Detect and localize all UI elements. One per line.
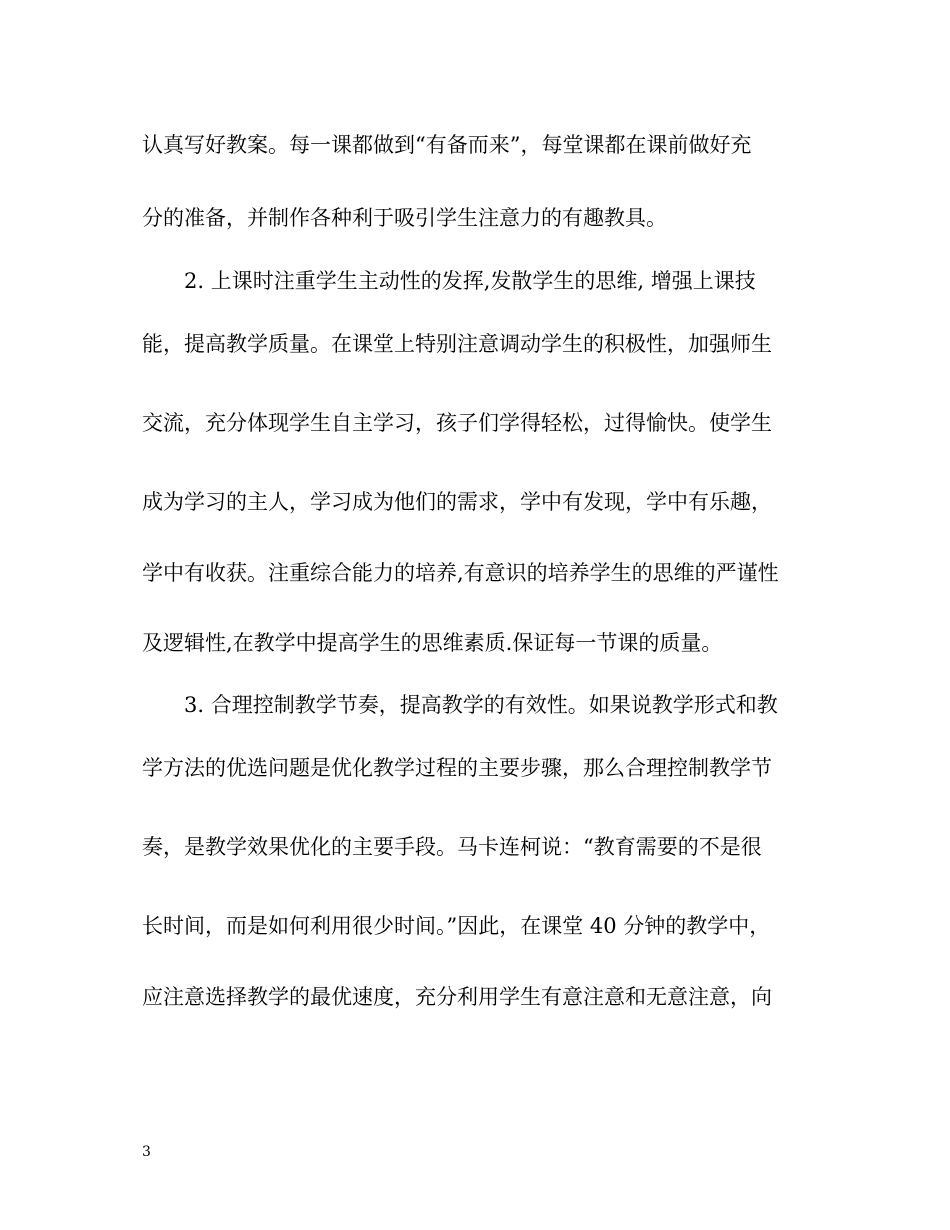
paragraph-line: 学方法的优选问题是优化教学过程的主要步骤，那么合理控制教学节: [142, 756, 772, 780]
paragraph-line: 成为学习的主人，学习成为他们的需求，学中有发现，学中有乐趣，: [142, 490, 772, 514]
paragraph-line: 认真写好教案。每一课都做到“有备而来”，每堂课都在课前做好充: [142, 133, 752, 157]
paragraph-line: 学中有收获。注重综合能力的培养,有意识的培养学生的思维的严谨性: [142, 561, 779, 585]
paragraph-line: 奏，是教学效果优化的主要手段。马卡连柯说：“教育需要的不是很: [142, 835, 762, 859]
paragraph-line: 应注意选择教学的最优速度，充分利用学生有意注意和无意注意，向: [142, 985, 772, 1009]
paragraph-line: 3. 合理控制教学节奏，提高教学的有效性。如果说教学形式和教: [184, 693, 778, 717]
paragraph-line: 2. 上课时注重学生主动性的发挥,发散学生的思维, 增强上课技: [184, 269, 756, 293]
paragraph-line: 分的准备，并制作各种利于吸引学生注意力的有趣教具。: [142, 206, 667, 230]
page-number: 3: [142, 1144, 151, 1160]
paragraph-line: 能，提高教学质量。在课堂上特别注意调动学生的积极性，加强师生: [142, 332, 772, 356]
paragraph-line: 交流，充分体现学生自主学习，孩子们学得轻松，过得愉快。使学生: [142, 411, 772, 435]
paragraph-line: 及逻辑性,在教学中提高学生的思维素质.保证每一节课的质量。: [142, 631, 723, 655]
paragraph-line: 长时间，而是如何利用很少时间。”因此，在课堂 40 分钟的教学中，: [142, 914, 771, 938]
